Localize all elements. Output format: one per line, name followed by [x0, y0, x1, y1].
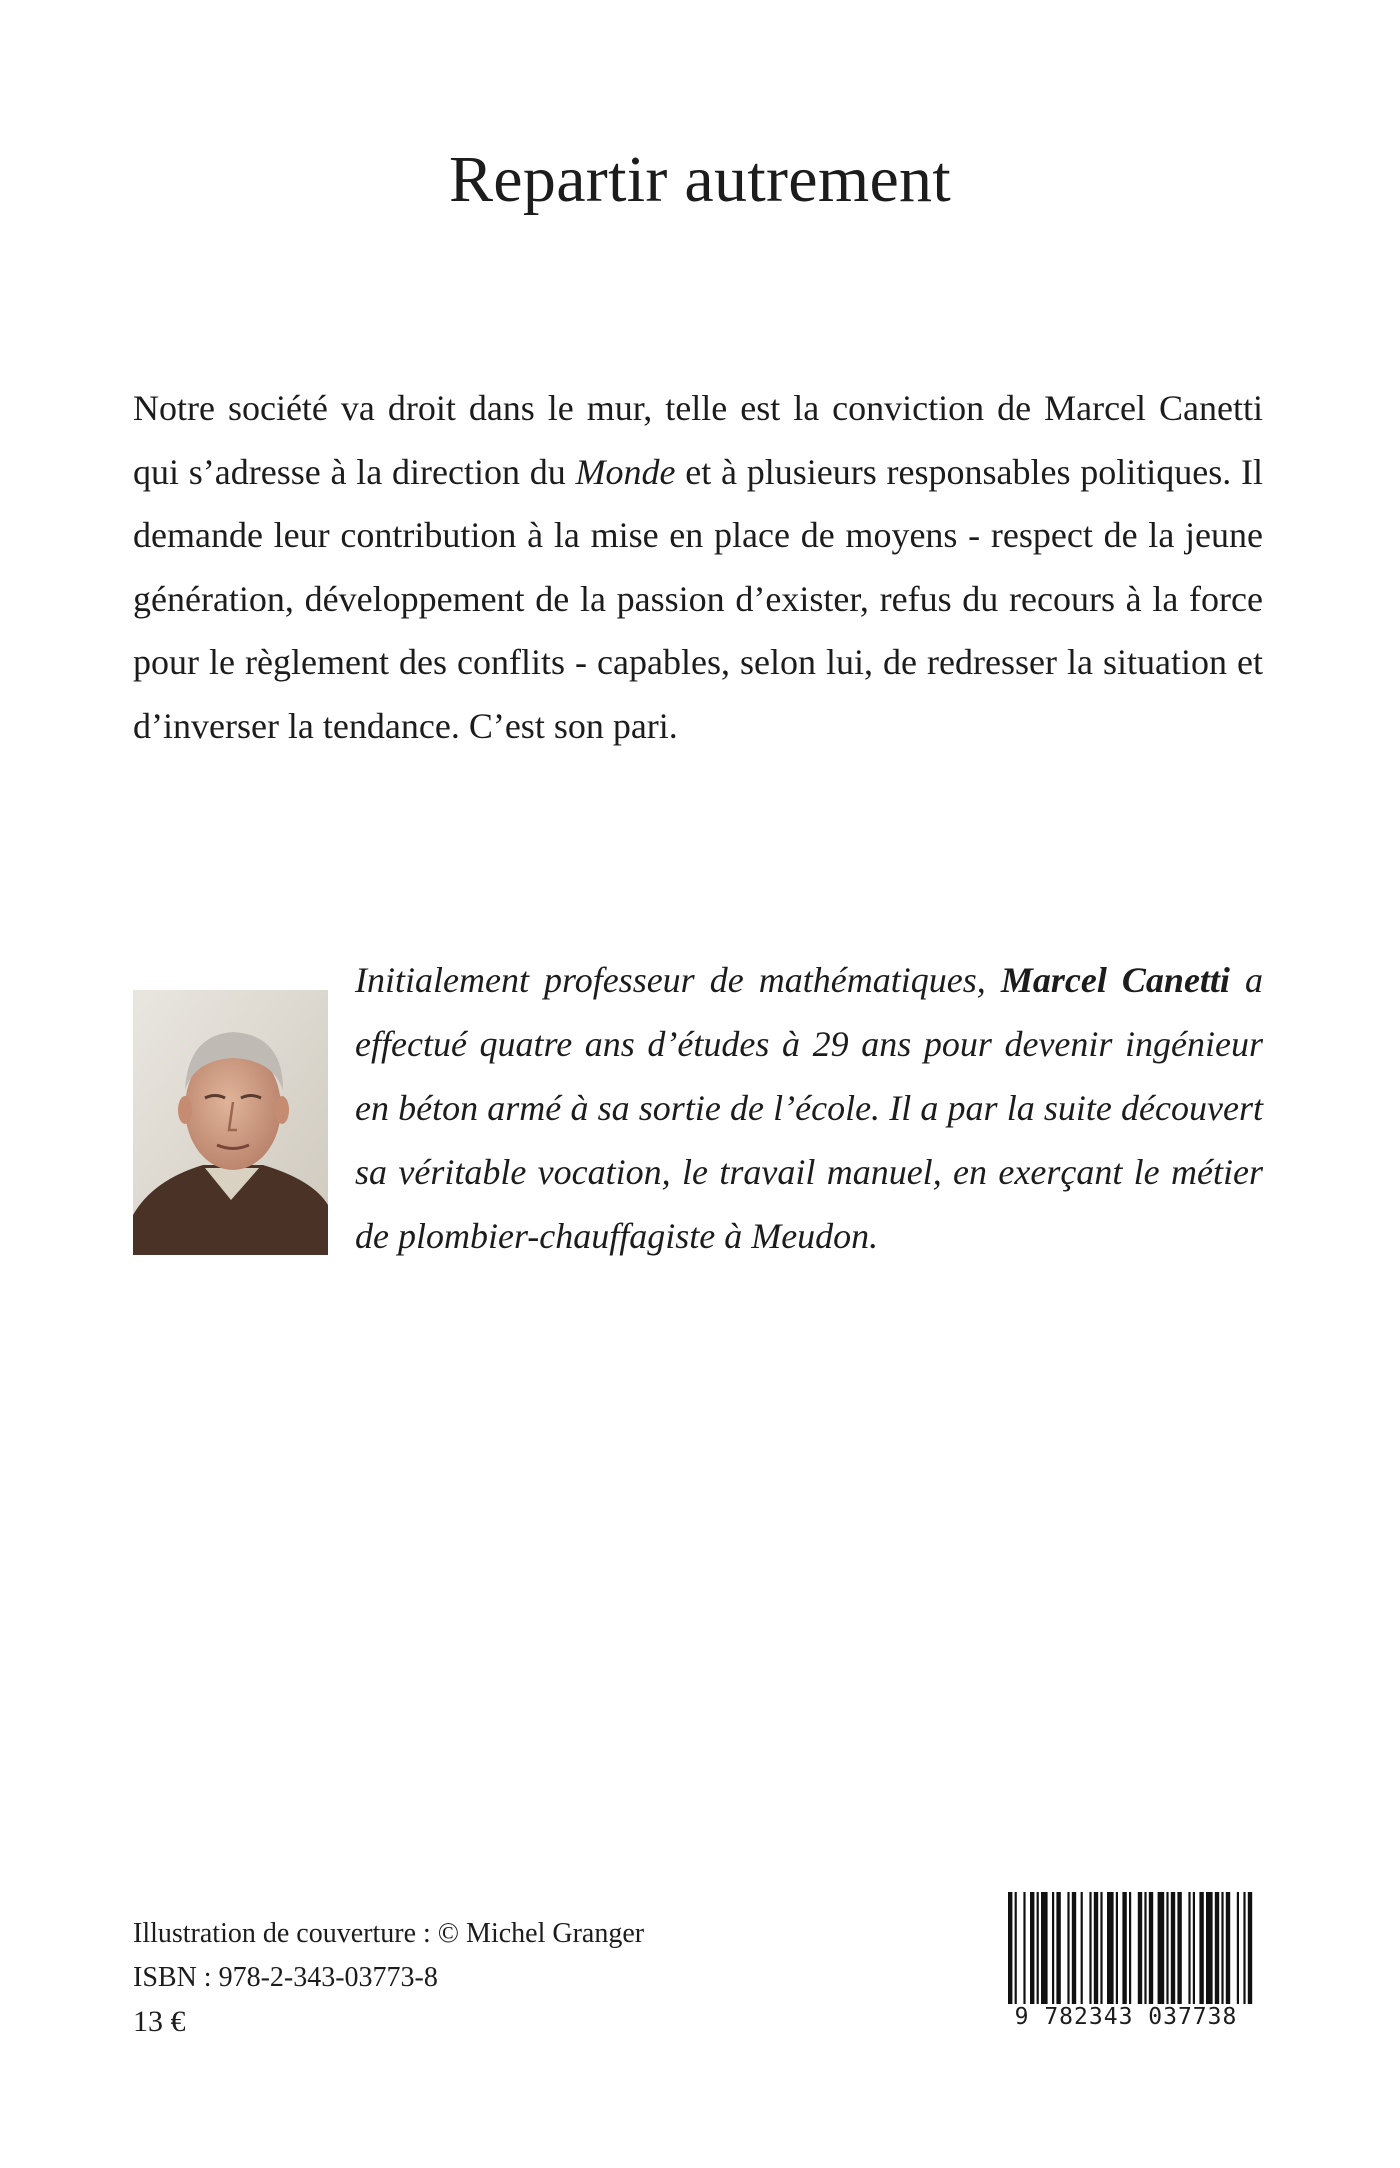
blurb-newspaper-title: Monde — [575, 451, 676, 492]
blurb-text-1: Notre société va droit dans le mur, telle est la conviction de Marcel Canetti qui s’adresse à la direction du — [133, 388, 1263, 492]
barcode-digits: 9 782343 037738 — [990, 2004, 1262, 2030]
blurb-text-2: et à plusieurs responsables politiques. Il demande leur contribution à la mise en place de moyens - respect de la jeune génération, développement de la passion d’exister, refus du recours à la force pour le règlement des conflits - capables, selon lui, de redresser la situation et d’inverser la tendance. C’est son pari. — [133, 451, 1263, 746]
author-bio — [355, 948, 1263, 1268]
author-name: Marcel Canetti — [1000, 960, 1230, 1000]
author-photo — [133, 990, 328, 1255]
price: 13 € — [133, 2005, 186, 2038]
illustration-credit: Illustration de couverture : © Michel Granger — [133, 1918, 645, 1949]
book-title: Repartir autrement — [448, 143, 951, 216]
credits-block — [133, 1912, 644, 2044]
bio-text-2: a effectué quatre ans d’études à 29 ans pour devenir ingénieur en béton armé à sa sortie de l’école. Il a par la suite découvert sa véritable vocation, le travail manuel, en exerçant le métier de plombier-chauffagiste à Meudon. — [355, 960, 1264, 1256]
bio-text-1: Initialement professeur de mathématiques, — [355, 960, 1001, 1000]
isbn-barcode — [990, 1886, 1262, 2036]
isbn: ISBN : 978-2-343-03773-8 — [133, 1962, 438, 1993]
blurb-paragraph — [133, 377, 1263, 758]
